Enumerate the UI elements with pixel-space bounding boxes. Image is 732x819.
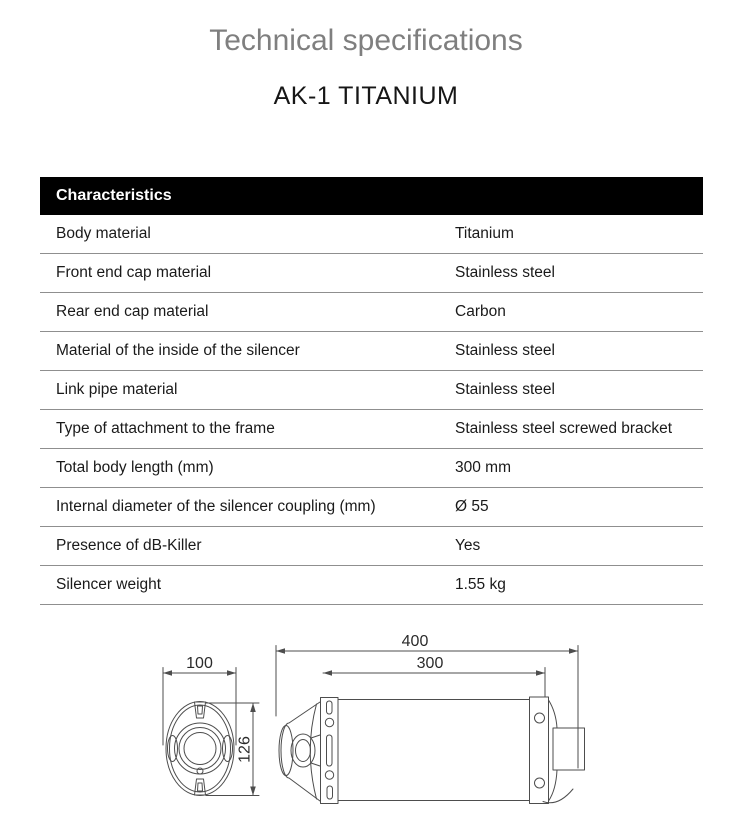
spec-label: Link pipe material — [56, 381, 178, 398]
table-row — [40, 449, 703, 488]
table-row — [40, 293, 703, 332]
silencer-front-view — [166, 702, 234, 796]
spec-value: Stainless steel — [455, 381, 555, 398]
dimension-lines — [163, 633, 578, 796]
spec-label: Silencer weight — [56, 576, 162, 593]
table-row — [40, 566, 703, 605]
spec-label: Internal diameter of the silencer coupling (mm) — [56, 498, 376, 515]
spec-value: Carbon — [455, 303, 506, 320]
spec-label: Presence of dB-Killer — [56, 537, 202, 554]
silencer-side-view — [279, 697, 585, 804]
table-row — [40, 215, 703, 254]
spec-label: Body material — [56, 225, 151, 242]
spec-value: Stainless steel — [455, 342, 555, 359]
spec-value: Stainless steel — [455, 264, 555, 281]
spec-value: Ø 55 — [455, 498, 489, 515]
table-row — [40, 332, 703, 371]
silencer-technical-drawing — [90, 623, 610, 819]
spec-value: 300 mm — [455, 459, 511, 476]
table-row — [40, 254, 703, 293]
characteristics-table — [40, 177, 703, 605]
spec-value: Stainless steel screwed bracket — [455, 420, 673, 437]
dim-front-height-label: 126 — [236, 736, 254, 763]
page-title: Technical specifications — [209, 24, 523, 57]
spec-label: Type of attachment to the frame — [56, 420, 275, 437]
spec-value: Titanium — [455, 225, 514, 242]
spec-label: Material of the inside of the silencer — [56, 342, 300, 359]
table-body — [40, 215, 703, 605]
product-name: AK-1 TITANIUM — [273, 82, 459, 110]
dim-body-length-label: 300 — [416, 655, 444, 672]
table-header — [40, 177, 703, 215]
table-row — [40, 410, 703, 449]
spec-value: Yes — [455, 537, 481, 554]
table-row — [40, 488, 703, 527]
spec-label: Total body length (mm) — [56, 459, 214, 476]
table-row — [40, 371, 703, 410]
spec-label: Front end cap material — [56, 264, 212, 281]
table-row — [40, 527, 703, 566]
dim-front-width-label: 100 — [186, 655, 213, 672]
spec-label: Rear end cap material — [56, 303, 209, 320]
table-header-label: Characteristics — [56, 187, 172, 204]
dim-total-length-label: 400 — [401, 633, 429, 650]
spec-value: 1.55 kg — [455, 576, 506, 593]
